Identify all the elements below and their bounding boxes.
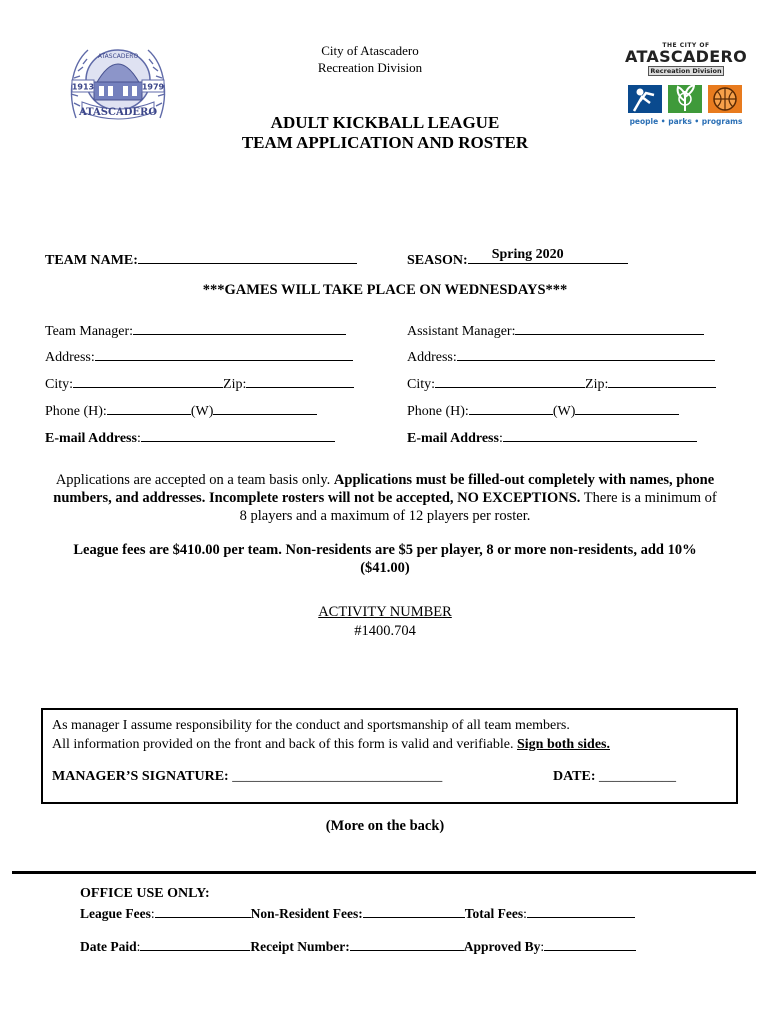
total-fees-label: Total Fees xyxy=(464,906,524,921)
assistant-phone-work-label: (W) xyxy=(552,404,576,419)
logo-small-text: THE CITY OF xyxy=(662,42,710,49)
seal-top-text: ATASCADERO xyxy=(97,53,139,60)
agreement-line-1: As manager I assume responsibility for the conduct and sportsmanship of all team members. xyxy=(52,718,570,733)
date-paid-label: Date Paid xyxy=(80,939,137,954)
games-notice: ***GAMES WILL TAKE PLACE ON WEDNESDAYS*** xyxy=(202,282,568,298)
assistant-phone-home-field[interactable] xyxy=(469,400,553,415)
seal-bottom-text: ATASCADERO xyxy=(78,107,158,118)
date-paid-colon: : xyxy=(136,939,141,954)
manager-zip-field[interactable] xyxy=(246,373,354,388)
assistant-address-field[interactable] xyxy=(457,346,715,361)
assistant-manager-field[interactable] xyxy=(515,320,704,335)
office-divider xyxy=(12,871,756,874)
manager-email-label: E-mail Address xyxy=(45,431,137,446)
approved-by-field[interactable] xyxy=(544,936,636,951)
receipt-number-field[interactable] xyxy=(350,936,464,951)
nonresident-fees-field[interactable] xyxy=(363,903,465,918)
team-name-label: TEAM NAME: xyxy=(45,253,138,268)
league-fees-colon: : xyxy=(150,906,155,921)
manager-phone-home-field[interactable] xyxy=(107,400,191,415)
season-value: Spring 2020 xyxy=(491,247,564,262)
policy-text-1: Applications are accepted on a team basis only. xyxy=(55,472,331,488)
assistant-city-label: City: xyxy=(407,377,436,392)
assistant-email-field[interactable] xyxy=(503,427,697,442)
agreement-line-2: All information provided on the front and back of this form is valid and verifiable. xyxy=(52,737,514,752)
date-paid-field[interactable] xyxy=(140,936,250,951)
date-field[interactable]: ___________ xyxy=(599,769,677,784)
manager-email-field[interactable] xyxy=(141,427,335,442)
manager-phone-work-field[interactable] xyxy=(213,400,317,415)
assistant-email-label: E-mail Address xyxy=(407,431,499,446)
league-fees-text: League fees are $410.00 per team. Non-residents are $5 per player, 8 or more non-residents, add 10% ($41.00) xyxy=(73,542,697,576)
date-label: DATE: xyxy=(553,769,596,784)
assistant-city-field[interactable] xyxy=(435,373,585,388)
seal-year-right: 1979 xyxy=(141,82,165,92)
more-on-back: (More on the back) xyxy=(325,818,445,834)
agreement-box xyxy=(41,708,738,804)
policy-paragraph xyxy=(48,471,722,525)
logo-tagline: people • parks • programs xyxy=(629,117,743,126)
atascadero-logo xyxy=(620,42,752,132)
activity-number-label: ACTIVITY NUMBER xyxy=(318,604,452,620)
activity-number-value: #1400.704 xyxy=(354,623,416,639)
manager-city-label: City: xyxy=(45,377,74,392)
league-fees-field[interactable] xyxy=(155,903,251,918)
office-use-heading: OFFICE USE ONLY: xyxy=(80,886,210,901)
sign-both-sides: Sign both sides. xyxy=(517,737,610,752)
assistant-manager-label: Assistant Manager: xyxy=(407,324,516,339)
division-name: Recreation Division xyxy=(317,60,423,75)
assistant-phone-home-label: Phone (H): xyxy=(407,404,469,419)
policy-text-3: There is a minimum of 8 players and a maximum of 12 players per roster. xyxy=(239,490,717,524)
team-manager-label: Team Manager: xyxy=(45,324,134,339)
league-fees-label: League Fees xyxy=(80,906,151,921)
assistant-address-label: Address: xyxy=(407,350,457,365)
assistant-email-colon: : xyxy=(498,431,503,446)
manager-address-field[interactable] xyxy=(95,346,353,361)
city-seal xyxy=(66,36,170,128)
manager-city-field[interactable] xyxy=(73,373,223,388)
team-manager-field[interactable] xyxy=(133,320,346,335)
approved-by-label: Approved By xyxy=(463,939,541,954)
nonresident-fees-label: Non-Resident Fees: xyxy=(250,906,363,921)
form-title-line2: TEAM APPLICATION AND ROSTER xyxy=(241,133,529,152)
season-field[interactable] xyxy=(468,249,628,264)
form-title-line1: ADULT KICKBALL LEAGUE xyxy=(270,113,500,132)
city-name: City of Atascadero xyxy=(321,43,419,58)
team-name-field[interactable] xyxy=(138,249,357,264)
approved-by-colon: : xyxy=(540,939,545,954)
receipt-number-label: Receipt Number: xyxy=(250,939,350,954)
manager-zip-label: Zip: xyxy=(223,377,247,392)
manager-phone-home-label: Phone (H): xyxy=(45,404,107,419)
manager-signature-label: MANAGER’S SIGNATURE: xyxy=(52,769,229,784)
manager-address-label: Address: xyxy=(45,350,95,365)
assistant-phone-work-field[interactable] xyxy=(575,400,679,415)
assistant-zip-field[interactable] xyxy=(608,373,716,388)
policy-text-2: Applications must be filled-out completely with names, phone numbers, and addresses. Incomplete rosters will not be accepted, NO EXCEPTIONS. xyxy=(53,472,715,506)
manager-phone-work-label: (W) xyxy=(190,404,214,419)
total-fees-field[interactable] xyxy=(527,903,635,918)
season-label: SEASON: xyxy=(407,253,468,268)
total-fees-colon: : xyxy=(523,906,527,921)
logo-big-text: ATASCADERO xyxy=(625,47,747,66)
seal-year-left: 1913 xyxy=(71,82,95,92)
assistant-zip-label: Zip: xyxy=(585,377,609,392)
manager-signature-field[interactable]: ______________________________ xyxy=(232,769,443,784)
logo-sub-text: Recreation Division xyxy=(648,66,724,76)
manager-email-colon: : xyxy=(136,431,141,446)
